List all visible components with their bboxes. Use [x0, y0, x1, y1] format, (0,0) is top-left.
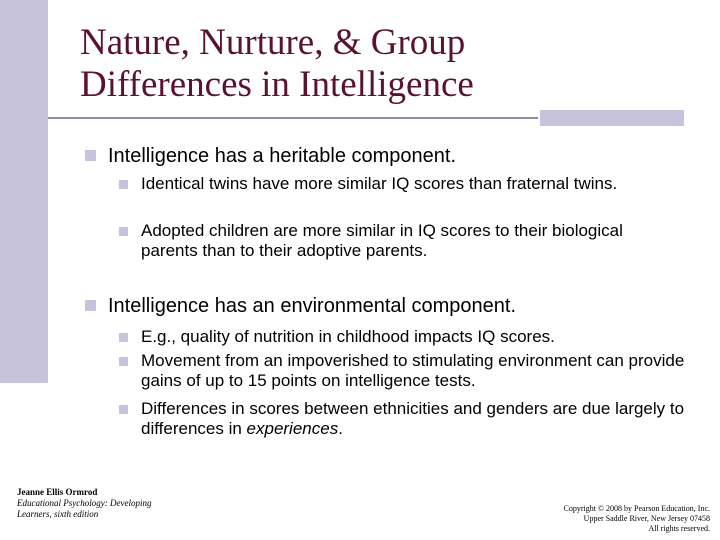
sub-bullet-group-differences	[141, 399, 686, 439]
footer-citation	[17, 487, 257, 520]
sub-bullet-environment-gains: Movement from an impoverished to stimulating environment can provide gains of up to 15 points on intelligence tests.	[141, 351, 685, 390]
slide-title	[80, 22, 680, 106]
footer-author: Jeanne Ellis Ormrod	[17, 487, 98, 497]
bullet-square-icon	[85, 150, 96, 161]
footer-book-line-2: Learners, sixth edition	[17, 509, 99, 519]
bullet-environmental: Intelligence has an environmental component.	[108, 295, 517, 317]
bullet-square-icon	[85, 300, 96, 311]
copyright-line-1: Copyright © 2008 by Pearson Education, Inc.	[563, 504, 710, 513]
bullet-heritable: Intelligence has a heritable component.	[108, 145, 457, 167]
sub-bullet-square-icon	[119, 180, 128, 189]
sub-bullet-adopted: Adopted children are more similar in IQ scores to their biological parents than to their adoptive parents.	[141, 221, 623, 260]
copyright-line-3: All rights reserved.	[648, 524, 710, 533]
group-differences-period: .	[338, 419, 343, 438]
sub-bullet-square-icon	[119, 227, 128, 236]
sub-bullet-twins: Identical twins have more similar IQ scores than fraternal twins.	[141, 174, 618, 193]
title-line-1: Nature, Nurture, & Group	[80, 22, 466, 63]
left-accent-bar	[0, 0, 48, 383]
group-differences-text: Differences in scores between ethnicities and genders are due largely to differences in	[141, 399, 685, 438]
copyright-line-2: Upper Saddle River, New Jersey 07458	[583, 514, 710, 523]
title-line-2: Differences in Intelligence	[80, 64, 474, 105]
footer-copyright	[450, 504, 710, 534]
sub-bullet-square-icon	[119, 357, 128, 366]
sub-bullet-nutrition: E.g., quality of nutrition in childhood impacts IQ scores.	[141, 327, 555, 346]
sub-bullet-square-icon	[119, 405, 128, 414]
sub-bullet-square-icon	[119, 333, 128, 342]
footer-book-line-1: Educational Psychology: Developing	[17, 498, 152, 508]
experiences-emphasis: experiences	[246, 419, 339, 438]
title-underline	[48, 117, 538, 119]
title-accent-block	[540, 110, 684, 126]
